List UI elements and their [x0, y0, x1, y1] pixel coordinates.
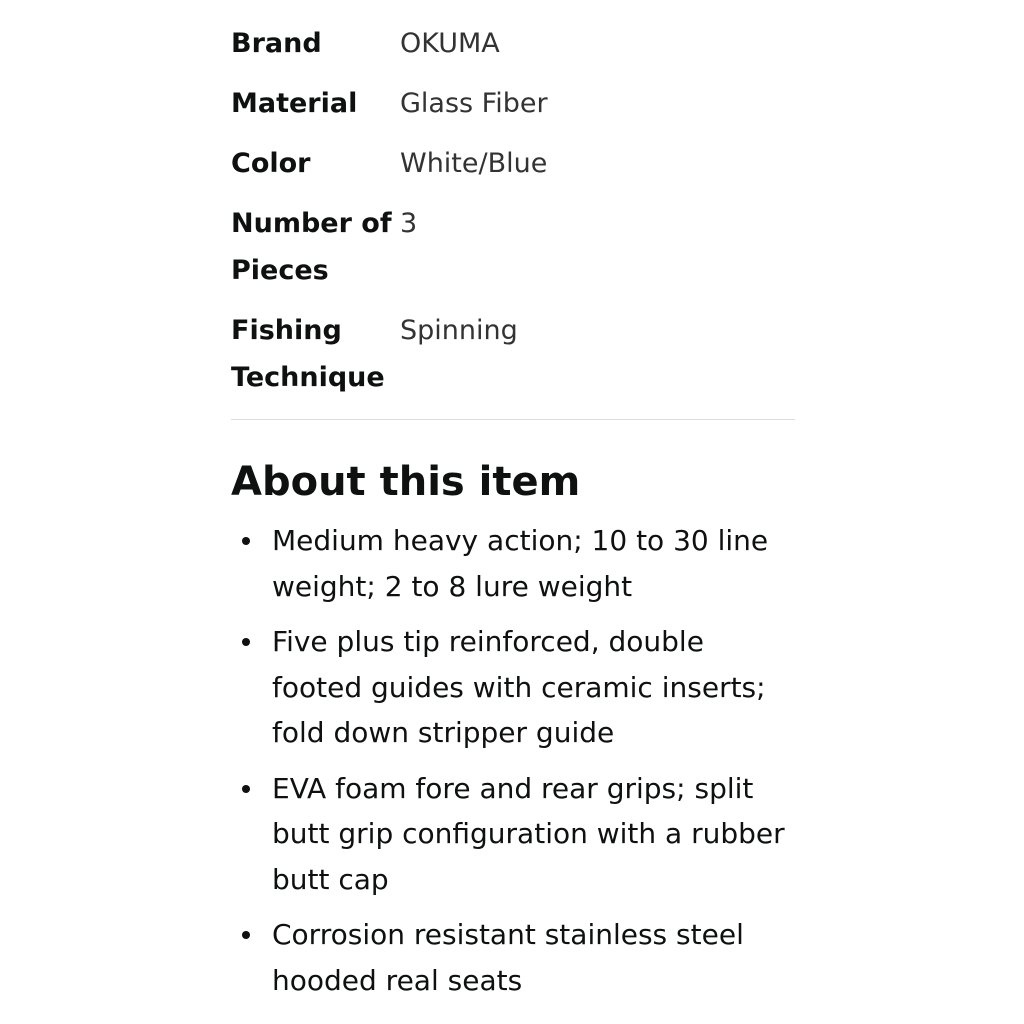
bullet-text: Medium heavy action; 10 to 30 line weight; 2 to 8 lure weight [272, 524, 769, 603]
section-divider [231, 419, 795, 420]
spec-row-color [231, 140, 795, 200]
bullet-text: Corrosion resistant stainless steel hooded real seats [272, 918, 744, 997]
bullet-text: EVA foam fore and rear grips; split butt grip configuration with a rubber butt cap [272, 771, 785, 896]
product-specs-table [231, 20, 795, 414]
spec-label: Brand [231, 28, 322, 59]
spec-value: 3 [400, 208, 418, 239]
spec-value: Spinning [400, 315, 518, 346]
product-details [231, 0, 795, 1013]
bullet-icon [242, 638, 250, 646]
bullet-icon [242, 931, 250, 939]
list-item [231, 518, 795, 609]
about-bullet-list [231, 518, 795, 1003]
spec-label: Fishing Technique [231, 315, 385, 393]
spec-value: Glass Fiber [400, 88, 548, 119]
spec-row-number-of-pieces [231, 200, 795, 307]
spec-value: White/Blue [400, 148, 548, 179]
spec-row-fishing-technique [231, 307, 795, 414]
about-this-item-heading: About this item [231, 459, 581, 505]
spec-value: OKUMA [400, 28, 500, 59]
list-item [231, 912, 795, 1003]
bullet-icon [242, 537, 250, 545]
list-item [231, 619, 795, 756]
list-item [231, 766, 795, 903]
bullet-icon [242, 785, 250, 793]
spec-row-material [231, 80, 795, 140]
spec-label: Number of Pieces [231, 208, 392, 286]
bullet-text: Five plus tip reinforced, double footed guides with ceramic inserts; fold down stripper guide [272, 625, 766, 749]
spec-label: Color [231, 148, 311, 179]
spec-label: Material [231, 88, 358, 119]
spec-row-brand [231, 20, 795, 80]
